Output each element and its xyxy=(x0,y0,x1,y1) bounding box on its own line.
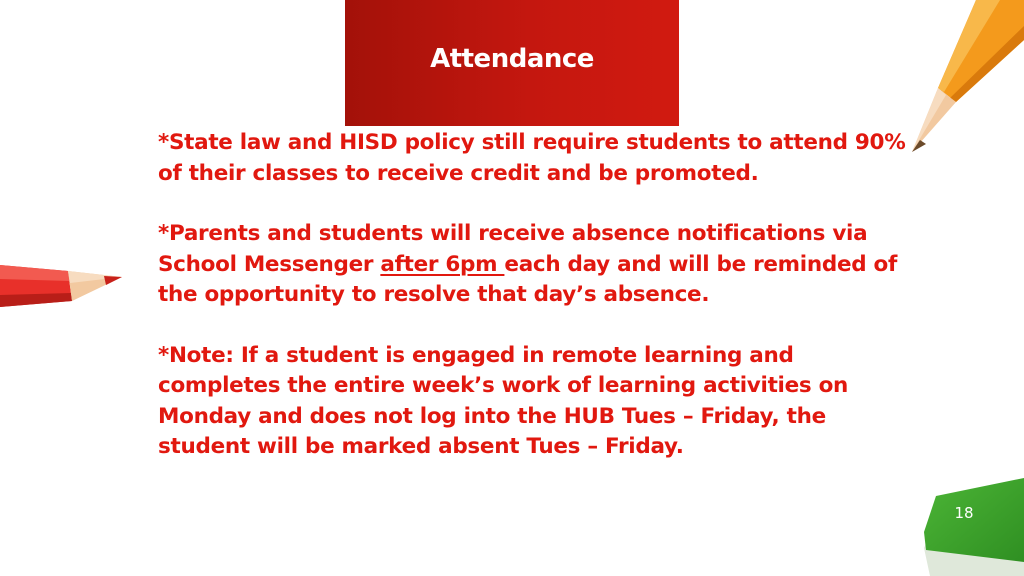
underlined-time: after 6pm xyxy=(380,251,505,277)
orange-pencil-icon xyxy=(906,0,1024,160)
paragraph-note: *Note: If a student is engaged in remote learning and completes the entire week’s work of learning activities on Monday and does not log into the HUB Tues – Friday, the student will be marked absent Tues – Friday. xyxy=(158,342,849,459)
slide-body xyxy=(158,128,918,463)
paragraph-state-law: *State law and HISD policy still require students to attend 90% of their classes to receive credit and be promoted. xyxy=(158,130,906,186)
red-pencil-icon xyxy=(0,255,130,325)
slide-title: Attendance xyxy=(430,44,594,74)
paragraph-notifications-after: each day and will be reminded of the opportunity to resolve that day’s absence. xyxy=(158,251,898,307)
green-badge-icon xyxy=(924,478,1024,576)
title-banner xyxy=(345,0,679,126)
paragraph-notifications-before: *Parents and students will receive absence notifications via School Messenger xyxy=(158,221,868,277)
page-number: 18 xyxy=(954,504,974,522)
paragraph-notifications xyxy=(158,219,918,311)
